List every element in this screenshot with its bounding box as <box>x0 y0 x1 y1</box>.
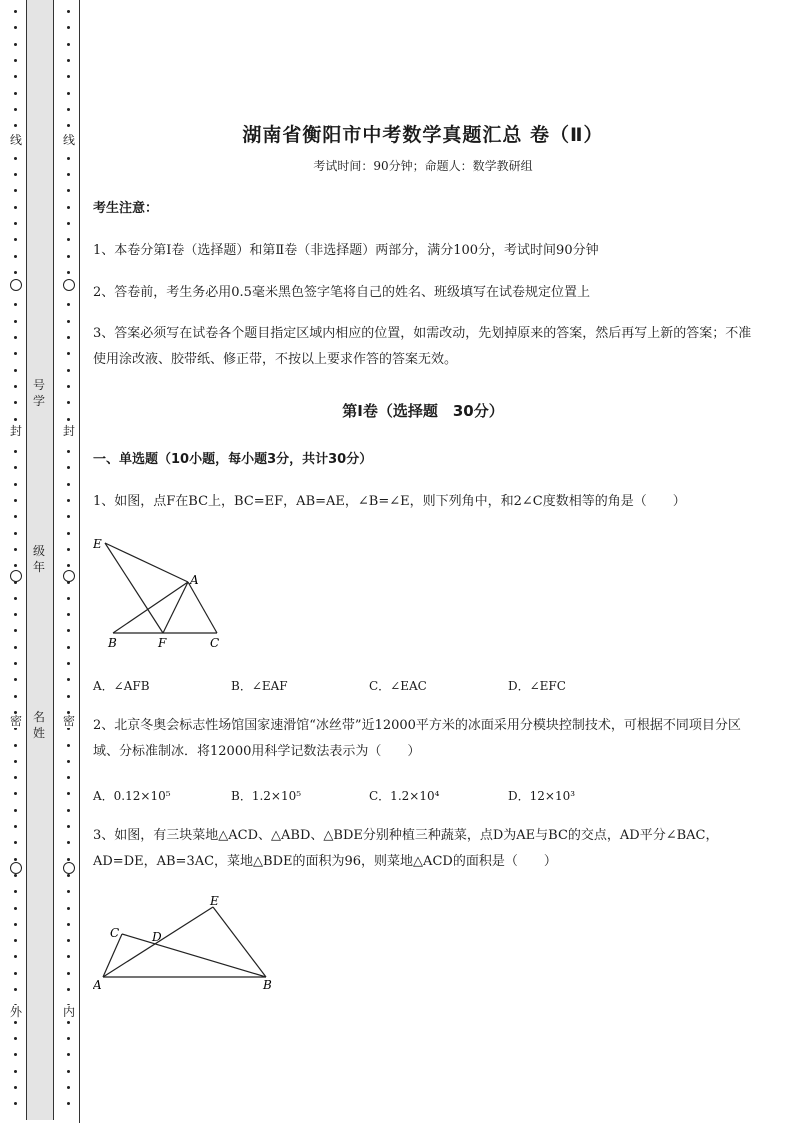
binding-dot <box>14 369 17 372</box>
binding-dot <box>67 108 70 111</box>
binding-dot <box>14 1037 17 1040</box>
binding-dot <box>67 809 70 812</box>
binding-dot <box>67 336 70 339</box>
binding-border-line <box>79 0 80 1123</box>
inner-char-nei: 内 <box>62 1005 75 1019</box>
figure-label-d: D <box>152 930 162 944</box>
binding-dot <box>67 874 70 877</box>
binding-dot <box>14 271 17 274</box>
binding-dot <box>14 939 17 942</box>
binding-dot <box>67 907 70 910</box>
q2-option-c: C．1.2×10⁴ <box>369 789 440 803</box>
binding-dot <box>67 255 70 258</box>
binding-dot <box>67 43 70 46</box>
binding-dot <box>14 483 17 486</box>
notice-heading: 考生注意： <box>93 201 159 216</box>
exam-info: 考试时间：90分钟；命题人：数学教研组 <box>313 159 533 173</box>
binding-dot <box>14 336 17 339</box>
binding-dot <box>67 841 70 844</box>
binding-dot <box>14 548 17 551</box>
binding-dot <box>14 858 17 861</box>
binding-dot <box>67 75 70 78</box>
binding-dot <box>14 695 17 698</box>
field-student-number-label <box>26 377 52 409</box>
binding-dot <box>67 222 70 225</box>
binding-dot <box>67 238 70 241</box>
binding-dot <box>14 613 17 616</box>
figure-label-e: E <box>93 537 102 551</box>
binding-dot <box>67 483 70 486</box>
binding-circle <box>63 279 75 291</box>
binding-dot <box>67 858 70 861</box>
binding-dot <box>67 760 70 763</box>
binding-dot <box>14 108 17 111</box>
question-3-figure <box>93 893 283 997</box>
q2-option-a: A．0.12×10⁵ <box>93 789 171 803</box>
binding-dot <box>67 1021 70 1024</box>
binding-dot <box>14 385 17 388</box>
q1-option-b: B．∠EAF <box>231 679 288 693</box>
binding-circle <box>10 279 22 291</box>
binding-dot <box>14 825 17 828</box>
binding-dot <box>67 92 70 95</box>
binding-dot <box>14 157 17 160</box>
binding-dot <box>67 499 70 502</box>
page-title: 湖南省衡阳市中考数学真题汇总 卷（Ⅱ） <box>242 124 604 146</box>
binding-dot <box>67 776 70 779</box>
binding-dot <box>67 189 70 192</box>
binding-dot <box>14 222 17 225</box>
field-char: 级 <box>32 544 45 558</box>
binding-dot <box>67 450 70 453</box>
binding-dot <box>67 173 70 176</box>
binding-dot <box>67 466 70 469</box>
binding-dot <box>67 613 70 616</box>
section-title: 第I卷（选择题 30分） <box>342 402 504 420</box>
field-char: 名 <box>32 710 45 724</box>
binding-dot <box>67 385 70 388</box>
binding-dot <box>14 43 17 46</box>
binding-dot <box>67 59 70 62</box>
binding-dot <box>14 515 17 518</box>
binding-dot <box>67 662 70 665</box>
binding-dot <box>14 418 17 421</box>
binding-dot <box>14 206 17 209</box>
field-char: 号 <box>32 378 45 392</box>
binding-dot <box>67 532 70 535</box>
binding-dot <box>14 923 17 926</box>
binding-dot <box>14 1021 17 1024</box>
binding-dot <box>67 548 70 551</box>
binding-dot <box>14 173 17 176</box>
binding-dot <box>14 1102 17 1105</box>
binding-dot <box>67 597 70 600</box>
binding-dot <box>14 874 17 877</box>
binding-dot <box>14 255 17 258</box>
binding-dot <box>67 515 70 518</box>
binding-dot <box>67 629 70 632</box>
binding-dot <box>14 26 17 29</box>
binding-dot <box>67 1102 70 1105</box>
binding-dot <box>67 352 70 355</box>
binding-dot <box>14 841 17 844</box>
binding-dot <box>67 678 70 681</box>
inner-char-feng: 封 <box>62 424 75 438</box>
binding-dot <box>67 10 70 13</box>
inner-char-mi: 密 <box>62 714 75 728</box>
outer-char-feng: 封 <box>9 424 22 438</box>
binding-dot <box>67 792 70 795</box>
binding-dot <box>14 907 17 910</box>
binding-dot <box>67 695 70 698</box>
outer-dotted-line <box>9 0 23 1123</box>
binding-dot <box>67 939 70 942</box>
q1-option-d: D．∠EFC <box>508 679 566 693</box>
binding-dot <box>67 988 70 991</box>
binding-dot <box>67 972 70 975</box>
binding-dot <box>14 466 17 469</box>
field-char: 学 <box>32 394 45 408</box>
binding-dot <box>14 1086 17 1089</box>
binding-dot <box>14 662 17 665</box>
binding-dot <box>67 1086 70 1089</box>
binding-dot <box>14 890 17 893</box>
question-1-figure <box>93 530 233 656</box>
binding-circle <box>10 862 22 874</box>
binding-dot <box>67 320 70 323</box>
part-heading: 一、单选题（10小题，每小题3分，共计30分） <box>93 452 373 467</box>
binding-dot <box>14 303 17 306</box>
binding-dot <box>14 75 17 78</box>
binding-dot <box>67 890 70 893</box>
binding-dot <box>14 988 17 991</box>
question-3-text: 3、如图，有三块菜地△ACD、△ABD、△BDE分别种植三种蔬菜，点D为AE与BC的交点，AD平分∠BAC，AD=DE，AB=3AC，菜地△BDE的面积为96，则菜地△ACD的面积是（ ） <box>93 828 719 869</box>
binding-dot <box>67 1037 70 1040</box>
figure-label-e: E <box>210 894 219 908</box>
binding-dot <box>67 124 70 127</box>
binding-dot <box>14 744 17 747</box>
outer-char-wai: 外 <box>9 1005 22 1019</box>
binding-dot <box>14 776 17 779</box>
figure-label-b: B <box>263 978 272 992</box>
outer-char-xian: 线 <box>9 133 22 147</box>
binding-dot <box>14 450 17 453</box>
notice-item-2: 2、答卷前，考生务必用0.5毫米黑色签字笔将自己的姓名、班级填写在试卷规定位置上 <box>93 285 590 300</box>
binding-dot <box>14 760 17 763</box>
binding-dot <box>67 157 70 160</box>
binding-dot <box>67 955 70 958</box>
binding-dot <box>67 206 70 209</box>
q2-option-b: B．1.2×10⁵ <box>231 789 302 803</box>
figure-label-a: A <box>93 978 102 992</box>
inner-char-xian: 线 <box>62 133 75 147</box>
notice-item-1: 1、本卷分第I卷（选择题）和第Ⅱ卷（非选择题）两部分，满分100分，考试时间90分钟 <box>93 243 599 258</box>
binding-dot <box>14 955 17 958</box>
binding-dot <box>14 124 17 127</box>
q1-option-a: A．∠AFB <box>93 679 150 693</box>
field-grade-label <box>26 543 52 575</box>
binding-dot <box>14 629 17 632</box>
binding-dot <box>67 564 70 567</box>
figure-label-c: C <box>110 926 120 940</box>
figure-label-f: F <box>158 636 167 650</box>
binding-dot <box>14 597 17 600</box>
binding-circle <box>10 570 22 582</box>
binding-dot <box>14 10 17 13</box>
binding-dot <box>14 972 17 975</box>
q1-option-c: C．∠EAC <box>369 679 427 693</box>
binding-dot <box>67 303 70 306</box>
binding-dot <box>67 271 70 274</box>
binding-dot <box>14 59 17 62</box>
outer-char-mi: 密 <box>9 714 22 728</box>
binding-dot <box>14 532 17 535</box>
binding-dot <box>67 418 70 421</box>
binding-dot <box>67 26 70 29</box>
question-2-text: 2、北京冬奥会标志性场馆国家速滑馆“冰丝带”近12000平方米的冰面采用分模块控制技术，可根据不同项目分区域、分标准制冰．将12000用科学记数法表示为（ ） <box>93 718 741 759</box>
binding-dot <box>67 1053 70 1056</box>
binding-dot <box>14 646 17 649</box>
binding-dot <box>67 923 70 926</box>
figure-label-a: A <box>190 573 199 587</box>
binding-dot <box>14 401 17 404</box>
binding-dot <box>14 809 17 812</box>
binding-dot <box>14 678 17 681</box>
binding-circle <box>63 862 75 874</box>
binding-dot <box>67 1070 70 1073</box>
question-1-text: 1、如图，点F在BC上，BC=EF，AB=AE，∠B=∠E，则下列角中，和2∠C度数相等的角是（ ） <box>93 494 686 509</box>
binding-dot <box>14 92 17 95</box>
figure-label-b: B <box>108 636 117 650</box>
binding-dot <box>67 646 70 649</box>
binding-dot <box>14 320 17 323</box>
binding-circle <box>63 570 75 582</box>
binding-dot <box>14 792 17 795</box>
binding-dot <box>14 352 17 355</box>
binding-dot <box>14 564 17 567</box>
binding-dot <box>14 499 17 502</box>
figure-label-c: C <box>210 636 220 650</box>
binding-dot <box>14 1053 17 1056</box>
inner-dotted-line <box>62 0 76 1123</box>
binding-dot <box>14 1070 17 1073</box>
q2-option-d: D．12×10³ <box>508 789 576 803</box>
notice-item-3: 3、答案必须写在试卷各个题目指定区域内相应的位置，如需改动，先划掉原来的答案，然后再写上新的答案；不准使用涂改液、胶带纸、修正带，不按以上要求作答的答案无效。 <box>93 326 752 367</box>
field-char: 姓 <box>32 726 45 740</box>
binding-dot <box>67 825 70 828</box>
binding-dot <box>67 401 70 404</box>
binding-dot <box>67 744 70 747</box>
field-name-label <box>26 709 52 741</box>
binding-dot <box>67 369 70 372</box>
binding-dot <box>14 189 17 192</box>
field-char: 年 <box>32 560 45 574</box>
binding-dot <box>14 238 17 241</box>
